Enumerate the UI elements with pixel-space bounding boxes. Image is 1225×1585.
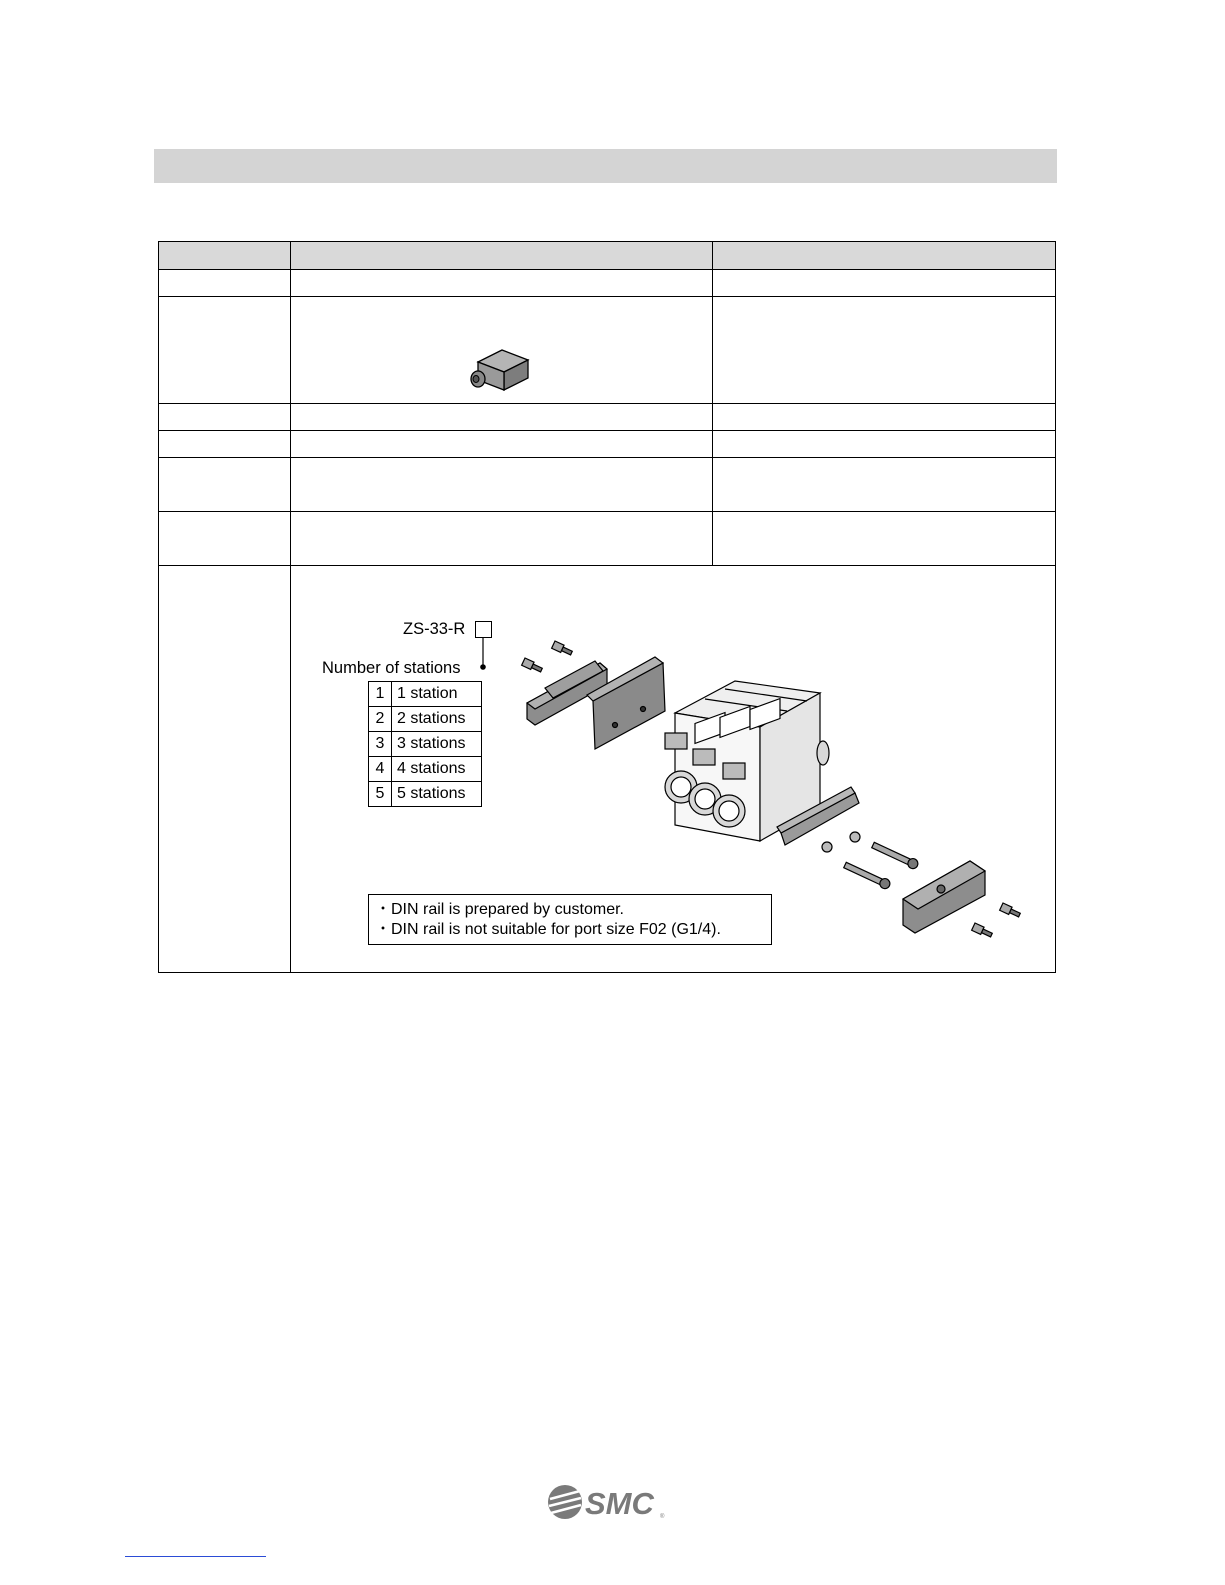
din-rail-assembly-illustration [515,633,1035,953]
footer-link-underline[interactable] [125,1556,266,1557]
stations-table [368,681,482,807]
stations-label: Number of stations [322,659,461,677]
section-header-bar [154,149,1057,183]
table-row: 2 2 stations [369,707,482,732]
part-code: ZS-33-R [403,620,466,638]
table-row: 4 4 stations [369,757,482,782]
note-line: ・DIN rail is not suitable for port size F02 (G1/4). [375,921,721,938]
table-row: 3 3 stations [369,732,482,757]
table-row: 5 5 stations [369,782,482,807]
station-code-box [475,621,492,638]
logo-text: SMC [585,1486,654,1521]
adapter-part-illustration [468,348,532,392]
code-leader-line [478,637,490,673]
table-row: 1 1 station [369,682,482,707]
smc-logo-icon [545,1482,670,1522]
table-header-row [158,241,1056,269]
svg-text:®: ® [660,1514,665,1520]
note-line: ・DIN rail is prepared by customer. [375,901,624,918]
